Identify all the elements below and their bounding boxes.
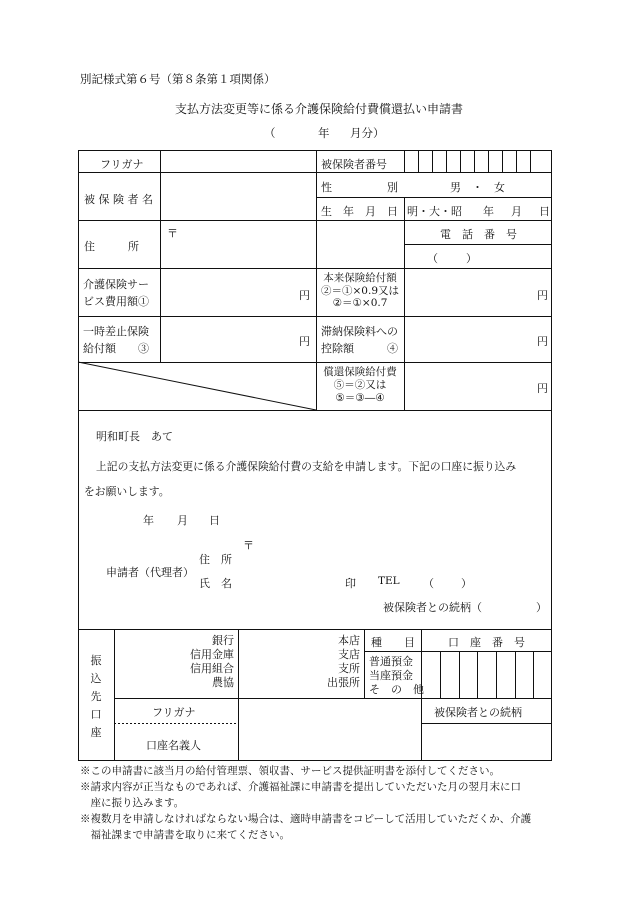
suspended-label: 一時差止保険 給付額 ③ (83, 325, 149, 355)
arrears-input[interactable] (408, 331, 534, 346)
phone-paren-close: ） (466, 252, 477, 265)
insured-number-input[interactable] (406, 154, 550, 169)
applicant-postal-mark: 〒 (243, 539, 254, 552)
gender-label: 性 別 (321, 181, 398, 194)
form-number: 別記様式第６号（第８条第１項関係） (80, 72, 276, 86)
furigana-input[interactable] (164, 154, 312, 169)
date-year-label: 年 (143, 514, 154, 527)
relation-input[interactable] (490, 597, 535, 612)
institution-type-list[interactable]: 銀行 信用金庫 信用組合 農協 (190, 634, 234, 689)
account-type-list[interactable]: 普通預金 当座預金 そ の 他 (369, 655, 424, 696)
applicant-label: 申請者（代理者） (106, 566, 194, 579)
request-line-2: をお願いします。 (84, 485, 170, 498)
addressee: 明和町長 あて (96, 430, 173, 443)
postal-mark: 〒 (167, 227, 178, 240)
account-type-header: 種 目 (371, 636, 415, 649)
phone-number-input[interactable] (480, 249, 548, 264)
insured-name-label: 被 保 険 者 名 (84, 193, 153, 206)
branch-type-list[interactable]: 本店 支店 支所 出張所 (327, 634, 360, 689)
account-holder-input[interactable] (242, 728, 418, 756)
arrears-label: 滞納保険料への 控除額 ④ (321, 325, 398, 355)
period-open: （ (264, 126, 276, 140)
applicant-address-label: 住 所 (199, 553, 232, 566)
insured-name-input[interactable] (164, 180, 312, 214)
applicant-tel-input[interactable] (436, 573, 460, 588)
tel-paren-close: ） (461, 577, 472, 590)
original-benefit-input[interactable] (408, 285, 534, 300)
period-month-label: 月分） (350, 126, 385, 140)
original-benefit-label: 本来保険給付額 ②＝①×0.9又は ②＝①×0.7 (321, 272, 399, 309)
suspended-input[interactable] (164, 331, 294, 346)
date-day-label: 日 (209, 514, 220, 527)
holder-furigana-label: フリガナ (152, 706, 196, 719)
applicant-address-input[interactable] (255, 549, 535, 564)
refund-input[interactable] (408, 378, 534, 393)
address-input[interactable] (180, 226, 400, 264)
service-cost-label: 介護保険サー ビス費用額① (83, 278, 149, 308)
transfer-account-side-label: 振 込 先 口 座 (90, 654, 102, 739)
service-cost-input[interactable] (164, 285, 294, 300)
refund-yen: 円 (537, 382, 548, 395)
tel-label: TEL (378, 575, 400, 587)
tel-paren-open: （ (423, 577, 434, 590)
phone-label: 電 話 番 号 (440, 228, 517, 241)
suspended-yen: 円 (299, 335, 310, 348)
request-line-1: 上記の支払方法変更に係る介護保険給付費の支給を申請します。下記の口座に振り込み (96, 460, 517, 473)
service-cost-yen: 円 (299, 289, 310, 302)
era-options[interactable]: 明・大・昭 (407, 205, 462, 218)
insured-number-label: 被保険者番号 (321, 158, 387, 171)
account-holder-label: 口座名義人 (146, 739, 201, 752)
phone-area-input[interactable] (440, 249, 464, 264)
account-number-header: 口 座 番 号 (448, 636, 525, 649)
birth-month-label: 月 (511, 205, 522, 218)
holder-furigana-input[interactable] (242, 703, 418, 718)
address-label: 住 所 (84, 240, 139, 253)
seal-mark: 印 (345, 577, 356, 590)
relation-label: 被保険者との続柄（ (383, 601, 482, 614)
page-title: 支払方法変更等に係る介護保険給付費償還払い申請書 (175, 102, 464, 116)
arrears-yen: 円 (537, 335, 548, 348)
refund-label: 償還保険給付費 ⑤＝②又は ⑤＝③―④ (323, 366, 397, 404)
original-benefit-yen: 円 (537, 289, 548, 302)
applicant-name-input[interactable] (255, 573, 340, 588)
gender-options[interactable]: 男 ・ 女 (450, 181, 505, 194)
birth-day-label: 日 (539, 205, 550, 218)
period-year-label: 年 (318, 126, 330, 140)
holder-relation-label: 被保険者との続柄 (434, 706, 522, 719)
date-month-label: 月 (177, 514, 188, 527)
birth-year-label: 年 (483, 205, 494, 218)
notes: ※この申請書に該当月の給付管理票、領収書、サービス提供証明書を添付してください。 ※請求内容が正当なものであれば、介護福祉課に申請書を提出していただいた月の翌月末に口 座に振り込みます。 ※複数月を申請しなければならない場合は、適時申請書をコピーして活用していただくか、介護 福祉課まで申請書を取りに来てください。 (80, 765, 532, 841)
account-number-input[interactable] (424, 667, 550, 682)
applicant-name-label: 氏 名 (199, 577, 232, 590)
holder-relation-input[interactable] (424, 730, 550, 754)
furigana-label: フリガナ (100, 158, 144, 171)
birthdate-label: 生 年 月 日 (321, 205, 398, 218)
phone-paren-open: （ (427, 252, 438, 265)
relation-close: ） (536, 601, 547, 614)
